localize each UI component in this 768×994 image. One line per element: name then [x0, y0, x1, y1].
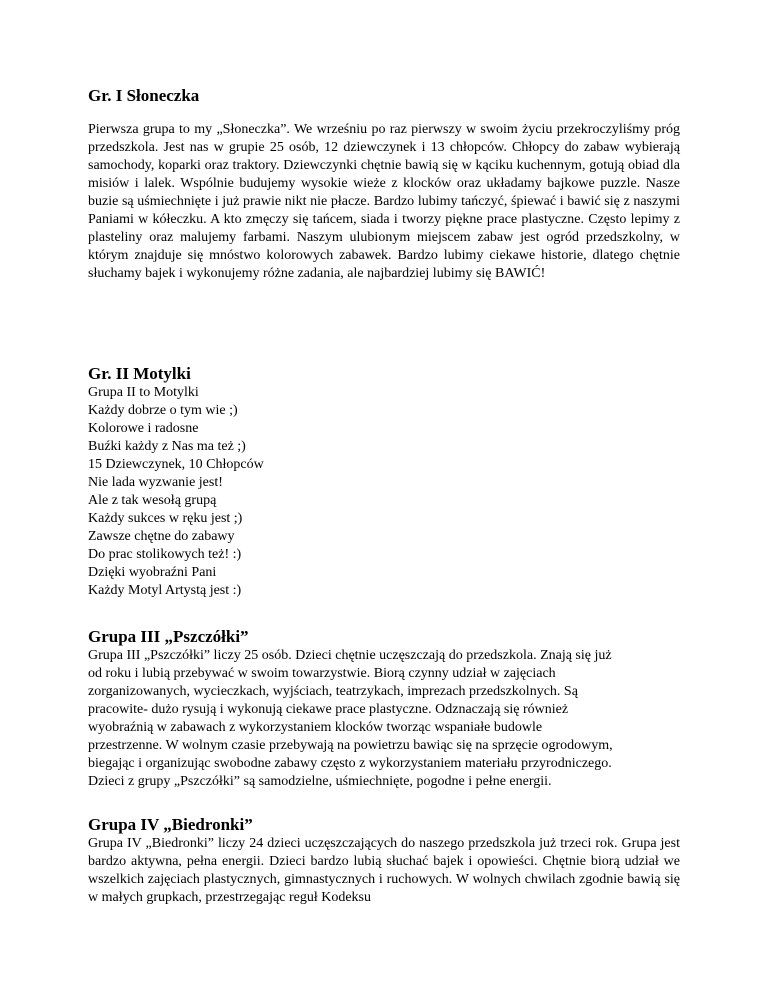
body-line: Grupa III „Pszczółki” liczy 25 osób. Dzieci chętnie uczęszczają do przedszkola. Znają się już	[88, 648, 612, 663]
poem-line: Grupa II to Motylki	[88, 385, 199, 400]
poem-line: Ale z tak wesołą grupą	[88, 493, 217, 508]
section-title: Gr. I Słoneczka	[88, 86, 200, 105]
body-line: od roku i lubią przebywać w swoim towarzystwie. Biorą czynny udział w zajęciach	[88, 666, 556, 681]
section-biedronki	[88, 815, 680, 907]
poem	[88, 384, 680, 600]
poem-line: Kolorowe i radosne	[88, 421, 199, 436]
poem-line: Każdy sukces w ręku jest ;)	[88, 511, 243, 526]
poem-line: Każdy Motyl Artystą jest :)	[88, 583, 242, 598]
section-body	[88, 647, 680, 791]
body-line: Dzieci z grupy „Pszczółki” są samodzielne, uśmiechnięte, pogodne i pełne energii.	[88, 774, 552, 789]
body-line: biegając i organizując swobodne zabawy często z wykorzystaniem materiału przyrodniczego.	[88, 756, 612, 771]
body-line: wyobraźnią w zabawach z wykorzystaniem klocków tworząc wspaniałe budowle	[88, 720, 543, 735]
poem-line: Dzięki wyobraźni Pani	[88, 565, 217, 580]
section-title: Grupa IV „Biedronki”	[88, 815, 253, 834]
section-motylki	[88, 364, 680, 600]
section-title: Grupa III „Pszczółki”	[88, 627, 249, 646]
body-line: zorganizowanych, wycieczkach, wyjściach, teatrzykach, imprezach przedszkolnych. Są	[88, 684, 578, 699]
section-sloneczka	[88, 86, 680, 283]
body-line: pracowite- dużo rysują i wykonują ciekawe prace plastyczne. Odznaczają się również	[88, 702, 569, 717]
section-body: Pierwsza grupa to my „Słoneczka”. We wrześniu po raz pierwszy w swoim życiu przekroczyliśmy próg przedszkola. Jest nas w grupie 25 osób, 12 dziewczynek i 13 chłopców. Chłopcy do zabaw wybierają samochody, koparki oraz traktory. Dziewczynki chętnie bawią się w kąciku kuchennym, gotują obiad dla misiów i lalek. Wspólnie budujemy wysokie wieże z klocków oraz układamy bajkowe puzzle. Nasze buzie są uśmiechnięte i już prawie nikt nie płacze. Bardzo lubimy tańczyć, śpiewać i bawić się z naszymi Paniami w kółeczku. A kto zmęczy się tańcem, siada i tworzy piękne prace plastyczne. Często lepimy z plasteliny oraz malujemy farbami. Naszym ulubionym miejscem zabaw jest ogród przedszkolny, w którym znajduje się mnóstwo kolorowych zabawek. Bardzo lubimy ciekawe historie, dlatego chętnie słuchamy bajek i wykonujemy różne zadania, ale najbardziej lubimy się BAWIĆ!	[88, 122, 680, 281]
poem-line: Zawsze chętne do zabawy	[88, 529, 235, 544]
poem-line: Nie lada wyzwanie jest!	[88, 475, 223, 490]
poem-line: Każdy dobrze o tym wie ;)	[88, 403, 238, 418]
poem-line: Do prac stolikowych też! :)	[88, 547, 242, 562]
section-body: Grupa IV „Biedronki” liczy 24 dzieci uczęszczających do naszego przedszkola już trzeci rok. Grupa jest bardzo aktywna, pełna energii. Dzieci bardzo lubią słuchać bajek i opowieści. Chętnie biorą udział we wszelkich zajęciach plastycznych, gimnastycznych i ruchowych. W wolnych chwilach zgodnie bawią się w małych grupkach, przestrzegając reguł Kodeksu	[88, 836, 680, 905]
section-title: Gr. II Motylki	[88, 364, 191, 383]
poem-line: Buźki każdy z Nas ma też ;)	[88, 439, 246, 454]
body-line: przestrzenne. W wolnym czasie przebywają na powietrzu bawiąc się na sprzęcie ogrodowym,	[88, 738, 613, 753]
poem-line: 15 Dziewczynek, 10 Chłopców	[88, 457, 264, 472]
section-pszczolki	[88, 627, 680, 791]
